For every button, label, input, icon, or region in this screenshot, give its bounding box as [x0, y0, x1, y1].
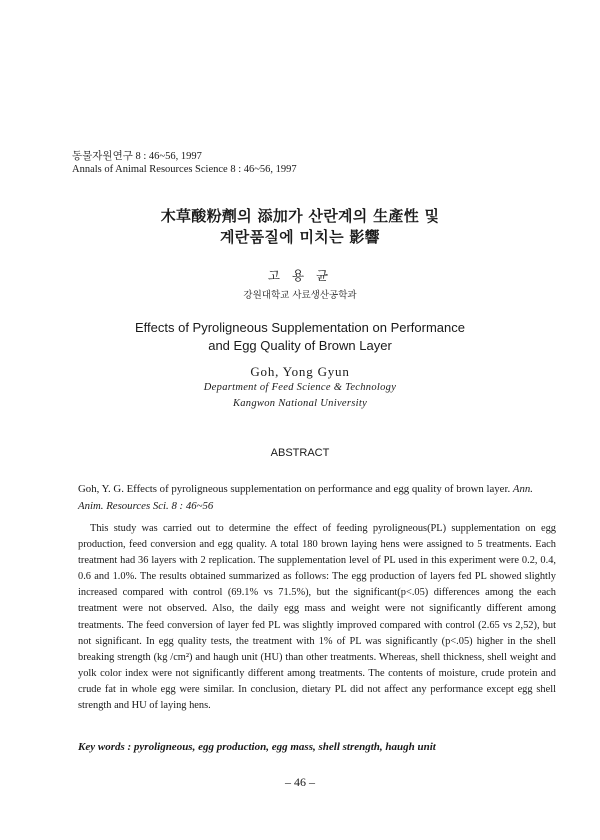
author-english: Goh, Yong Gyun	[250, 364, 350, 379]
citation-text: Goh, Y. G. Effects of pyroligneous supplementation on performance and egg quality of brown layer.	[78, 483, 511, 495]
journal-header-english: Annals of Animal Resources Science 8 : 46~56, 1997	[72, 164, 297, 175]
author-korean: 고 용 균	[267, 268, 333, 283]
citation-journal: Ann. Anim. Resources Sci. 8 : 46~56	[78, 483, 533, 512]
korean-title-line2: 계란품질에 미치는 影響	[220, 228, 380, 246]
page-number: – 46 –	[285, 775, 315, 789]
department-line1: Department of Feed Science & Technology	[203, 382, 397, 393]
english-title-line1: Effects of Pyroligneous Supplementation on Performance	[134, 320, 465, 335]
english-title-line2: and Egg Quality of Brown Layer	[208, 338, 392, 353]
journal-header-korean: 동물자원연구 8 : 46~56, 1997	[72, 151, 202, 162]
keywords: Key words : pyroligneous, egg production, egg mass, shell strength, haugh unit	[78, 741, 436, 753]
korean-title-line1: 木草酸粉劑의 添加가 산란계의 生產性 및	[160, 207, 440, 225]
abstract-heading: ABSTRACT	[270, 447, 330, 459]
abstract-body: This study was carried out to determine the effect of feeding pyroligneous(PL) supplementation on egg production, feed conversion and egg quality. A total 180 brown laying hens were assigned to 5 treatments. Each treatment had 36 layers with 2 replication. The supplementation level of PL used in this experiment were 0.2, 0.4, 0.6 and 1.0%. The results obtained summarized as follows: The egg production of layers fed PL showed slightly increased compared with control (69.1% vs 71.5%), but the significant(p<.05) differences among the each treatment were not observed. Also, the daily egg mass and weight were not significantly different among treatments. The feed conversion of layer fed PL was slightly improved compared with control (2.65 vs 2,52), but not significant. In egg quality tests, the treatment with 1% of PL was significantly (p<.05) higher in the shell breaking strength (kg /cm²) and haugh unit (HU) than other treatments. Whereas, shell thickness, shell weight and yolk color index were not significantly different among treatments. The contents of moisture, crude protein and crude fat in whole egg were similar. In conclusion, dietary PL did not affect any performance except egg shell strength and HU of laying hens.	[78, 523, 556, 712]
citation	[78, 481, 556, 515]
affiliation-korean: 강원대학교 사료생산공학과	[243, 290, 357, 301]
department-line2: Kangwon National University	[232, 398, 368, 409]
